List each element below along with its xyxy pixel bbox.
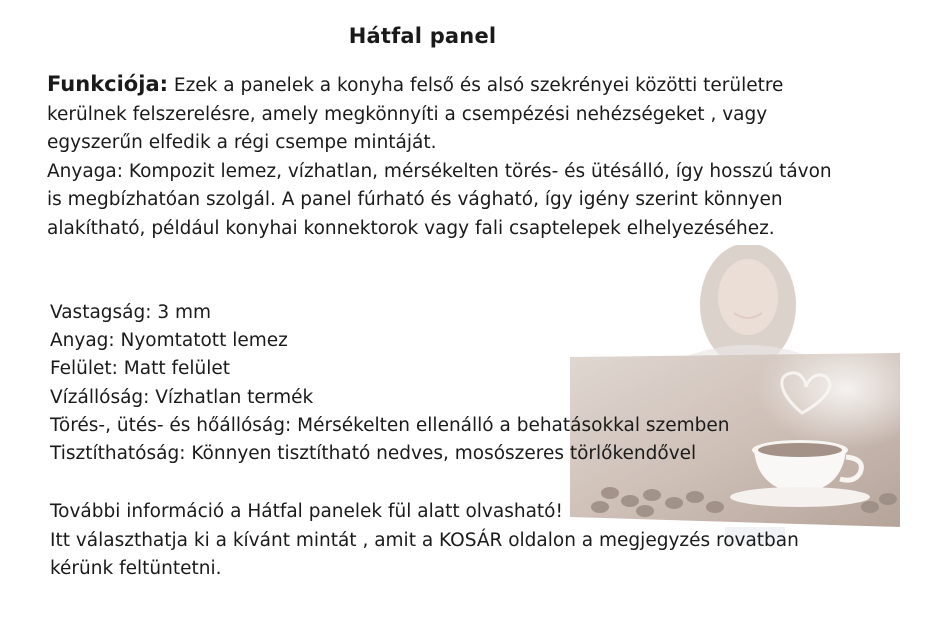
- spec-item: Törés-, ütés- és hőállóság: Mérsékelten ellenálló a behatásokkal szemben: [50, 414, 730, 436]
- spec-item: Tisztíthatóság: Könnyen tisztítható nedves, mosószeres törlőkendővel: [50, 443, 697, 465]
- function-paragraph: [47, 70, 847, 158]
- function-lead: Funkciója:: [47, 72, 169, 96]
- spec-item: Vízállóság: Vízhatlan termék: [50, 386, 314, 408]
- footer-line: További információ a Hátfal panelek fül alatt olvasható!: [50, 501, 563, 522]
- footer-line: Itt választhatja ki a kívánt mintát , amit a KOSÁR oldalon a megjegyzés rovatban: [50, 529, 799, 551]
- function-text: Ezek a panelek a konyha felső és alsó szekrényei közötti területre kerülnek felszerelésre, amely megkönnyíti a csempézési nehézségeket , vagy egyszerűn elfedik a régi csempe mintáját.: [47, 75, 784, 154]
- footer-note: [50, 498, 799, 584]
- material-paragraph: Anyaga: Kompozit lemez, vízhatlan, mérsékelten törés- és ütésálló, így hosszú távon is megbízhatóan szolgál. A panel fúrható és vágható, így igény szerint könnyen alakítható, például konyhai konnektorok vagy fali csaptelepek elhelyezéséhez.: [47, 160, 832, 239]
- spec-item: Anyag: Nyomtatott lemez: [50, 330, 288, 352]
- intro-section: [47, 70, 847, 244]
- page-title: Hátfal panel: [348, 24, 497, 48]
- spec-item: Vastagság: 3 mm: [50, 302, 212, 323]
- footer-line: kérünk feltüntetni.: [50, 558, 222, 580]
- spec-item: Felület: Matt felület: [50, 358, 230, 380]
- specs-list: [50, 299, 730, 468]
